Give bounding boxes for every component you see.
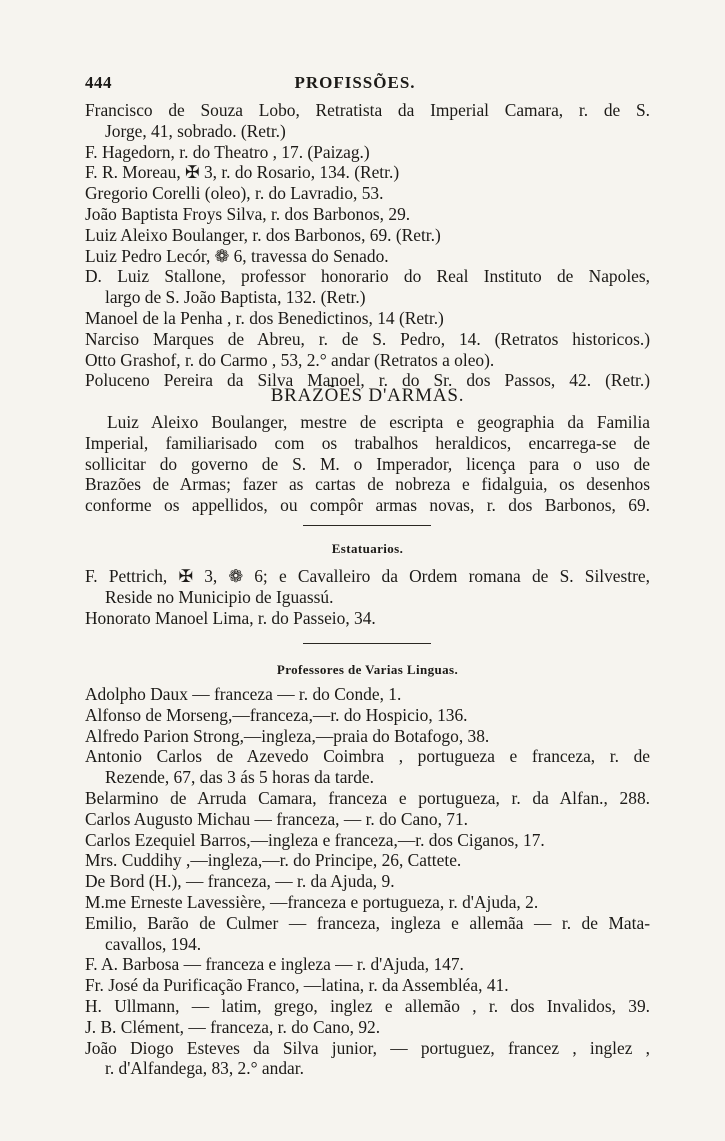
- list-entry: Honorato Manoel Lima, r. do Passeio, 34.: [85, 607, 376, 628]
- list-entry: Antonio Carlos de Azevedo Coimbra , portugueza e franceza, r. de: [85, 746, 650, 767]
- paragraph-line: sollicitar do governo de S. M. o Imperador, licença para o uso de: [85, 453, 650, 474]
- list-entry: H. Ullmann, — latim, grego, inglez e allemão , r. dos Invalidos, 39.: [85, 995, 650, 1016]
- list-entry: Emilio, Barão de Culmer — franceza, ingleza e allemãa — r. de Mata-: [85, 912, 650, 933]
- list-entry: De Bord (H.), — franceza, — r. da Ajuda, 9.: [85, 871, 395, 892]
- list-entry: F. Hagedorn, r. do Theatro , 17. (Paizag.): [85, 141, 370, 162]
- list-entry: Narciso Marques de Abreu, r. de S. Pedro, 14. (Retratos historicos.): [85, 328, 650, 349]
- list-entry: Carlos Ezequiel Barros,—ingleza e franceza,—r. dos Ciganos, 17.: [85, 829, 545, 850]
- list-entry-continuation: largo de S. João Baptista, 132. (Retr.): [105, 287, 366, 308]
- list-entry: João Baptista Froys Silva, r. dos Barbonos, 29.: [85, 203, 411, 224]
- list-entry: Gregorio Corelli (oleo), r. do Lavradio, 53.: [85, 183, 384, 204]
- paragraph-line: conforme os appellidos, ou compôr armas novas, r. dos Barbonos, 69.: [85, 495, 650, 516]
- section-heading-brazoes: BRAZÕES D'ARMAS.: [270, 385, 465, 406]
- professores-list: [85, 684, 650, 1079]
- paragraph-line: Luiz Aleixo Boulanger, mestre de escripta e geographia da Familia: [107, 412, 650, 432]
- list-entry: Mrs. Cuddihy ,—ingleza,—r. do Principe, 26, Cattete.: [85, 850, 462, 871]
- list-entry: Adolpho Daux — franceza — r. do Conde, 1.: [85, 684, 402, 704]
- list-entry-continuation: Rezende, 67, das 3 ás 5 horas da tarde.: [105, 767, 374, 788]
- list-entry: D. Luiz Stallone, professor honorario do Real Instituto de Napoles,: [85, 266, 650, 287]
- list-entry: F. Pettrich, ✠ 3, ❁ 6; e Cavalleiro da Ordem romana de S. Silvestre,: [85, 566, 650, 586]
- list-entry-continuation: Reside no Municipio de Iguassú.: [105, 586, 334, 607]
- list-entry-continuation: r. d'Alfandega, 83, 2.° andar.: [105, 1058, 304, 1079]
- paragraph-line: Brazões de Armas; fazer as cartas de nobreza e fidalguia, os desenhos: [85, 474, 650, 495]
- section-divider: [303, 525, 431, 526]
- list-entry: Luiz Pedro Lecór, ❁ 6, travessa do Senado.: [85, 245, 389, 266]
- retratistas-list: [85, 100, 650, 391]
- list-entry: Francisco de Souza Lobo, Retratista da Imperial Camara, r. de S.: [85, 100, 650, 120]
- list-entry: Belarmino de Arruda Camara, franceza e portugueza, r. da Alfan., 288.: [85, 787, 650, 808]
- section-divider: [303, 643, 431, 644]
- list-entry: Alfonso de Morseng,—franceza,—r. do Hospicio, 136.: [85, 704, 468, 725]
- list-entry: Poluceno Pereira da Silva Manoel, r. do Sr. dos Passos, 42. (Retr.): [85, 370, 650, 391]
- running-title: PROFISSÕES.: [294, 73, 416, 92]
- brazoes-paragraph: [85, 412, 650, 516]
- list-entry: Fr. José da Purificação Franco, —latina, r. da Assembléa, 41.: [85, 975, 509, 996]
- list-entry: Alfredo Parion Strong,—ingleza,—praia do Botafogo, 38.: [85, 725, 490, 746]
- list-entry: F. A. Barbosa — franceza e ingleza — r. d'Ajuda, 147.: [85, 954, 464, 975]
- list-entry: M.me Erneste Lavessière, —franceza e portugueza, r. d'Ajuda, 2.: [85, 891, 539, 912]
- list-entry-continuation: cavallos, 194.: [105, 933, 202, 954]
- section-heading-professores: Professores de Varias Linguas.: [276, 662, 459, 677]
- list-entry: F. R. Moreau, ✠ 3, r. do Rosario, 134. (Retr.): [85, 162, 400, 183]
- paragraph-line: Imperial, familiarisado com os trabalhos heraldicos, encarrega-se de: [85, 432, 650, 453]
- page-number: 444: [85, 73, 112, 92]
- section-heading-estatuarios: Estatuarios.: [331, 541, 404, 556]
- page-header: [85, 73, 625, 95]
- list-entry: Manoel de la Penha , r. dos Benedictinos, 14 (Retr.): [85, 307, 444, 328]
- list-entry: Carlos Augusto Michau — franceza, — r. do Cano, 71.: [85, 808, 469, 829]
- list-entry: João Diogo Esteves da Silva junior, — portuguez, francez , inglez ,: [85, 1037, 650, 1058]
- estatuarios-list: [85, 566, 650, 628]
- list-entry: J. B. Clément, — franceza, r. do Cano, 92.: [85, 1016, 381, 1037]
- list-entry: Luiz Aleixo Boulanger, r. dos Barbonos, 69. (Retr.): [85, 224, 441, 245]
- list-entry-continuation: Jorge, 41, sobrado. (Retr.): [105, 120, 286, 141]
- list-entry: Otto Grashof, r. do Carmo , 53, 2.° andar (Retratos a oleo).: [85, 349, 495, 370]
